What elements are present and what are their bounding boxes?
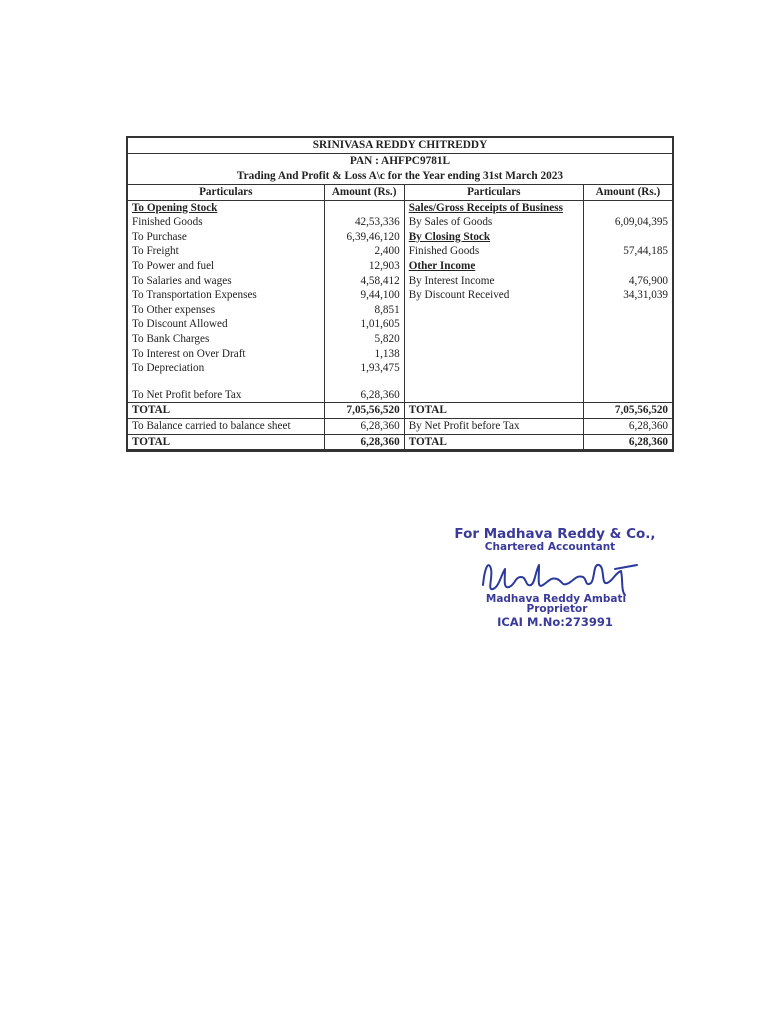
right-amount xyxy=(583,303,672,318)
left-amount: 1,01,605 xyxy=(324,317,404,332)
right-label: By Discount Received xyxy=(404,288,583,303)
left-label: To Balance carried to balance sheet xyxy=(128,418,324,434)
left-amount: 8,851 xyxy=(324,303,404,318)
table-row xyxy=(128,244,672,259)
table-row xyxy=(128,274,672,289)
statement-title: Trading And Profit & Loss A\c for the Year ending 31st March 2023 xyxy=(236,170,564,182)
left-label: To Freight xyxy=(128,244,324,259)
right-label: By Sales of Goods xyxy=(404,215,583,230)
section-closing-stock: By Closing Stock xyxy=(404,230,583,245)
total-row-trading xyxy=(128,403,672,419)
table-row xyxy=(128,303,672,318)
total-label-left: TOTAL xyxy=(128,434,324,450)
right-label xyxy=(404,347,583,362)
right-amount xyxy=(583,347,672,362)
firm-role: Chartered Accountant xyxy=(484,541,616,553)
section-opening-stock: To Opening Stock xyxy=(128,200,324,215)
table-row xyxy=(128,200,672,215)
left-amount: 12,903 xyxy=(324,259,404,274)
table-row xyxy=(128,361,672,376)
right-amount xyxy=(583,332,672,347)
col-amount-right: Amount (Rs.) xyxy=(583,185,672,201)
right-amount xyxy=(583,388,672,403)
column-header-row xyxy=(128,185,672,201)
right-amount xyxy=(583,230,672,245)
right-amount: 57,44,185 xyxy=(623,245,668,258)
right-amount xyxy=(583,200,672,215)
right-label xyxy=(404,317,583,332)
signer-name: Madhava Reddy Ambati xyxy=(485,593,627,605)
right-amount: 6,09,04,395 xyxy=(614,216,668,229)
total-amount-left: 7,05,56,520 xyxy=(324,403,404,419)
right-label xyxy=(404,332,583,347)
left-amount xyxy=(324,200,404,215)
profit-loss-statement xyxy=(126,136,674,452)
accounts-table xyxy=(128,184,672,450)
table-row xyxy=(128,317,672,332)
total-label-right: TOTAL xyxy=(404,434,583,450)
table-row xyxy=(128,388,672,403)
table-row xyxy=(128,215,672,230)
right-amount xyxy=(583,361,672,376)
total-label-right: TOTAL xyxy=(404,403,583,419)
left-amount: 4,58,412 xyxy=(324,274,404,289)
signer-title: Proprietor xyxy=(526,603,588,615)
right-label: By Net Profit before Tax xyxy=(404,418,583,434)
left-amount: 6,39,46,120 xyxy=(324,230,404,245)
total-amount-right: 7,05,56,520 xyxy=(583,403,672,419)
table-row xyxy=(128,347,672,362)
right-amount xyxy=(583,259,672,274)
right-amount: 6,28,360 xyxy=(628,419,668,432)
right-amount xyxy=(583,317,672,332)
total-label-left: TOTAL xyxy=(128,403,324,419)
section-other-income: Other Income xyxy=(404,259,583,274)
left-label: To Bank Charges xyxy=(128,332,324,347)
left-amount: 5,820 xyxy=(324,332,404,347)
total-amount-right: 6,28,360 xyxy=(583,434,672,450)
table-row xyxy=(128,259,672,274)
right-label xyxy=(404,303,583,318)
left-label: To Power and fuel xyxy=(128,259,324,274)
right-label: Finished Goods xyxy=(404,244,583,259)
right-amount: 34,31,039 xyxy=(623,289,668,302)
right-label xyxy=(404,361,583,376)
left-label: To Purchase xyxy=(128,230,324,245)
col-particulars-left: Particulars xyxy=(128,185,324,201)
right-amount: 4,76,900 xyxy=(628,274,668,287)
left-amount: 6,28,360 xyxy=(324,388,404,403)
left-label: To Other expenses xyxy=(128,303,324,318)
total-row-balance xyxy=(128,434,672,450)
left-label: To Interest on Over Draft xyxy=(128,347,324,362)
left-label: Finished Goods xyxy=(128,215,324,230)
left-label: To Depreciation xyxy=(128,361,324,376)
left-label: To Discount Allowed xyxy=(128,317,324,332)
membership-number: ICAI M.No:273991 xyxy=(497,615,613,629)
ca-stamp xyxy=(440,526,680,629)
left-label: To Salaries and wages xyxy=(128,274,324,289)
right-label xyxy=(404,388,583,403)
pan-number: PAN : AHFPC9781L xyxy=(349,155,451,167)
company-name: SRINIVASA REDDY CHITREDDY xyxy=(128,138,672,154)
left-amount: 1,138 xyxy=(324,347,404,362)
left-label: To Net Profit before Tax xyxy=(128,388,324,403)
table-row xyxy=(128,230,672,245)
left-amount: 9,44,100 xyxy=(324,288,404,303)
left-amount: 1,93,475 xyxy=(324,361,404,376)
left-amount: 42,53,336 xyxy=(324,215,404,230)
transfer-row xyxy=(128,418,672,434)
firm-name: For Madhava Reddy & Co., xyxy=(454,526,656,542)
right-label: By Interest Income xyxy=(404,274,583,289)
table-row xyxy=(128,288,672,303)
table-row xyxy=(128,332,672,347)
section-sales-receipts: Sales/Gross Receipts of Business xyxy=(404,200,583,215)
col-particulars-right: Particulars xyxy=(404,185,583,201)
left-amount: 2,400 xyxy=(324,244,404,259)
left-label: To Transportation Expenses xyxy=(128,288,324,303)
total-amount-left: 6,28,360 xyxy=(324,434,404,450)
left-amount: 6,28,360 xyxy=(324,418,404,434)
spacer-row xyxy=(128,376,672,388)
col-amount-left: Amount (Rs.) xyxy=(324,185,404,201)
